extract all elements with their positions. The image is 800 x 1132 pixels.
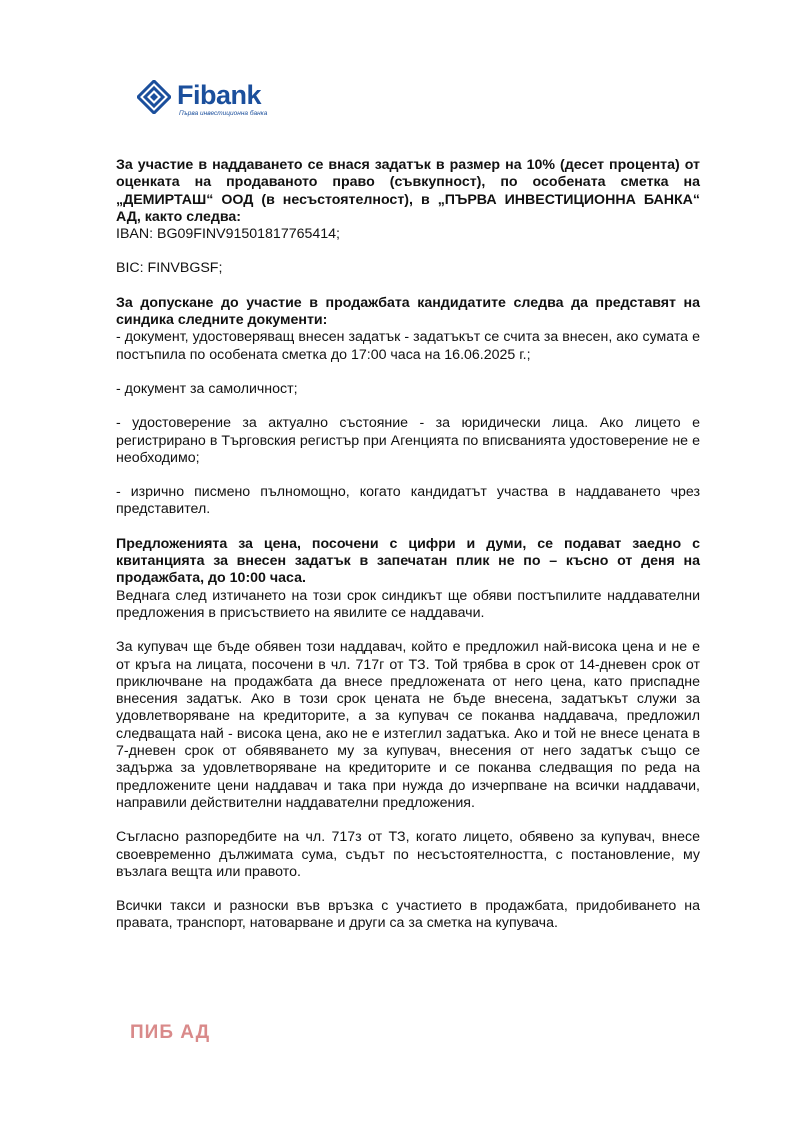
document-item: - документ, удостоверяващ внесен задатък - задатъкът се счита за внесен, ако сумата е постъпила по особената сметка до 17:00 часа на 16.06.2025 г.; <box>116 329 700 363</box>
transfer-paragraph: Съгласно разпоредбите на чл. 717з от ТЗ, когато лицето, обявено за купувач, внесе своевременно дължимата сума, съдът по несъстоятелността, с постановление, му възлага вещта или правото. <box>116 829 700 880</box>
buyer-paragraph: За купувач ще бъде обявен този наддавач, който е предложил най-висока цена и не е от кръга на лицата, посочени в чл. 717г от ТЗ. Той трябва в срок от 14-дневен срок от приключване на продажбата да внесе предложената от него цена, като приспадне внесения задатък. Ако в този срок цената не бъде внесена, задатъкът служи за удовлетворяване на кредиторите, а за купувач се поканва наддавача, предложил следващата най - висока цена, ако не е изтеглил задатъка. Ако и той не внесе цената в 7-дневен срок от обявяването му за купувач, внесения от него задатък също се задържа за удовлетворяване на кредиторите и се поканва следващия по реда на предложените цени наддавач и така при нужда до изчерпване на всички наддавачи, направили действителни наддавателни предложения. <box>116 639 700 811</box>
bank-tagline: Първа инвестиционна банка <box>179 110 268 117</box>
bic-line: BIC: FINVBGSF; <box>116 260 223 277</box>
fibank-diamond-icon <box>137 80 171 114</box>
bank-stamp: ПИБ АД <box>130 1022 211 1043</box>
offers-heading: Предложенията за цена, посочени с цифри и думи, се подават заедно с квитанцията за внесен задатък в запечатан плик не по – късно от деня на продажбата, до 10:00 часа. <box>116 535 700 587</box>
document-item: - изрично писмено пълномощно, когато кандидатът участва в наддаването чрез представител. <box>116 484 700 518</box>
iban-line: IBAN: BG09FINV91501817765414; <box>116 226 341 243</box>
document-item: - документ за самоличност; <box>116 380 298 397</box>
offers-text: Веднага след изтичането на този срок синдикът ще обяви постъпилите наддавателни предложения в присъствието на явилите се наддавачи. <box>116 587 700 621</box>
bank-logo <box>137 80 287 120</box>
document-body <box>116 157 700 933</box>
deposit-intro: За участие в наддаването се внася задатък в размер на 10% (десет процента) от оценката на продаваното право (съвкупност), по особената сметка на „ДЕМИРТАШ“ ООД (в несъстоятелност), в „ПЪРВА ИНВЕСТИЦИОННА БАНКА“ АД, както следва: <box>116 157 700 225</box>
document-item: - удостоверение за актуално състояние - за юридически лица. Ако лицето е регистрирано в Търговския регистър при Агенцията по вписванията удостоверение не е необходимо; <box>116 415 700 466</box>
documents-heading: За допускане до участие в продажбата кандидатите следва да представят на синдика следните документи: <box>116 294 700 329</box>
bank-name: Fibank <box>177 80 262 110</box>
fees-paragraph: Всички такси и разноски във връзка с участието в продажбата, придобиването на правата, транспорт, натоварване и други са за сметка на купувача. <box>116 898 700 932</box>
